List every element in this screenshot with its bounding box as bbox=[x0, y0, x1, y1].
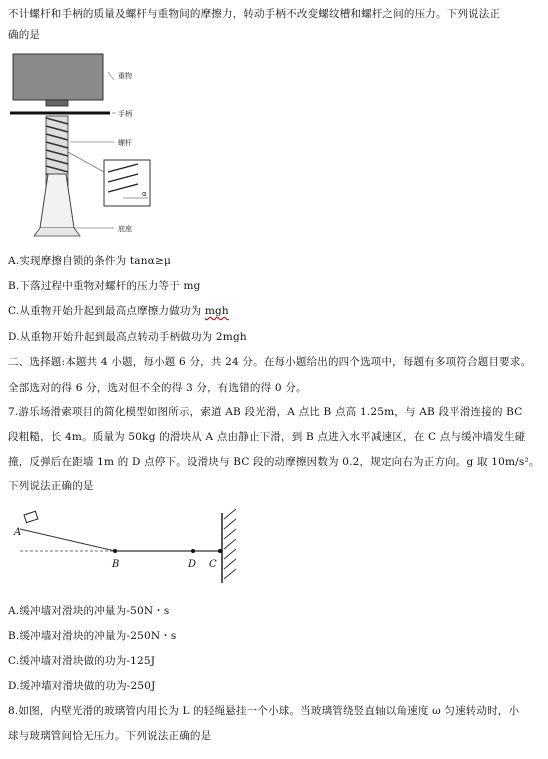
q7-option-c: C.缓冲墙对滑块做的功为-125J bbox=[8, 655, 156, 667]
q6-option-a: A.实现摩擦自锁的条件为 tanα≥μ bbox=[8, 255, 172, 267]
q7-option-d: D.缓冲墙对滑块做的功为-250J bbox=[8, 680, 156, 692]
label-alpha: α bbox=[142, 190, 147, 198]
q7-option-a: A.缓冲墙对滑块的冲量为-50N・s bbox=[8, 605, 170, 617]
point-b bbox=[113, 549, 117, 553]
q7-line-1: 7.游乐场滑索项目的简化模型如图所示，索道 AB 段光滑，A 点比 B 点高 1.25m，与 AB 段平滑连接的 BC bbox=[8, 406, 523, 418]
q8-line-1: 8.如图，内壁光滑的玻璃管内用长为 L 的轻绳悬挂一个小球。当玻璃管绕竖直轴以角速度 ω 匀速转动时，小 bbox=[8, 705, 520, 717]
label-b: B bbox=[112, 559, 120, 570]
slider-block bbox=[24, 511, 38, 522]
section2-line-2: 全部选对的得 6 分，选对但不全的得 3 分，有选错的得 0 分。 bbox=[8, 382, 307, 394]
label-base: 底座 bbox=[118, 225, 132, 233]
label-handle: 手柄 bbox=[118, 110, 132, 118]
q7-option-b: B.缓冲墙对滑块的冲量为-250N・s bbox=[8, 630, 177, 642]
q6-option-c-value: mgh bbox=[204, 305, 229, 317]
slide-figure bbox=[10, 505, 250, 593]
intro-line-2: 确的是 bbox=[8, 29, 41, 41]
q8-line-2: 球与玻璃管间恰无压力。下列说法正确的是 bbox=[8, 730, 212, 742]
q6-option-b: B.下落过程中重物对螺杆的压力等于 mg bbox=[8, 280, 201, 292]
label-d: D bbox=[188, 559, 197, 570]
q7-line-2: 段粗糙，长 4m。质量为 50kg 的滑块从 A 点由静止下滑，到 B 点进入水平减速区，在 C 点与缓冲墙发生碰 bbox=[8, 431, 526, 443]
section2-line-1: 二、选择题:本题共 4 小题，每小题 6 分，共 24 分。在每小题给出的四个选项中，每题有多项符合题目要求。 bbox=[8, 356, 532, 368]
screw-jack-figure bbox=[8, 52, 168, 242]
point-d bbox=[191, 549, 195, 553]
q7-line-3: 撞，反弹后在距墙 1m 的 D 点停下。设滑块与 BC 段的动摩擦因数为 0.2，规定向右为正方向。g 取 10m/s²。 bbox=[8, 456, 540, 468]
label-a: A bbox=[14, 527, 22, 538]
intro-line-1: 不计螺杆和手柄的质量及螺杆与重物间的摩擦力，转动手柄不改变螺纹槽和螺杆之间的压力。下列说法正 bbox=[8, 8, 501, 20]
label-c: C bbox=[209, 559, 217, 570]
slope-ab bbox=[20, 529, 115, 551]
weight-block bbox=[13, 54, 103, 100]
label-screw: 螺杆 bbox=[118, 139, 132, 147]
base bbox=[40, 174, 74, 228]
q6-option-c: C.从重物开始升起到最高点摩擦力做功为 mgh bbox=[8, 305, 229, 317]
label-weight: 重物 bbox=[118, 72, 132, 80]
q7-line-4: 下列说法正确的是 bbox=[8, 480, 94, 492]
q6-option-d: D.从重物开始升起到最高点转动手柄做功为 2mgh bbox=[8, 331, 247, 343]
